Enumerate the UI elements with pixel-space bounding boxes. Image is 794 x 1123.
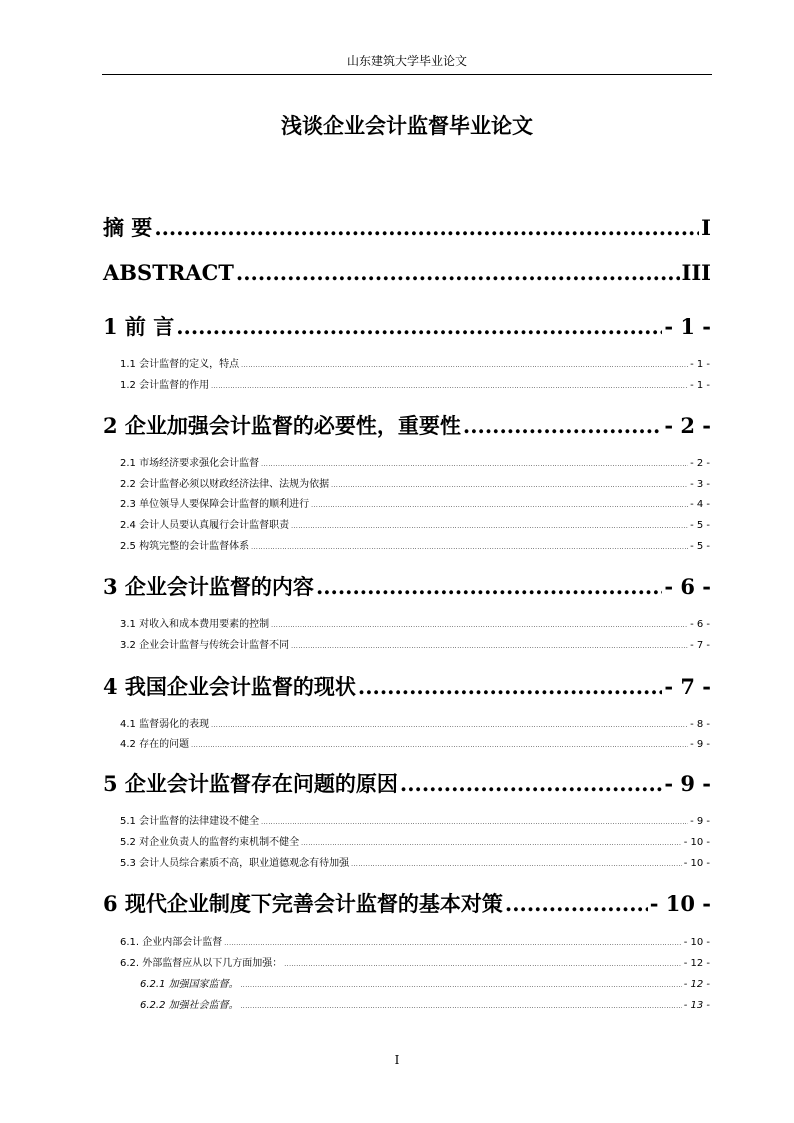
document-title: 浅谈企业会计监督毕业论文 <box>281 113 533 138</box>
toc-entry-title: 6.2. 外部监督应从以下几方面加强： <box>120 958 283 969</box>
toc-entry-title: 2.2 会计监督必须以财政经济法律、法规为依据 <box>120 479 330 490</box>
toc-entry-page: - 10 - <box>683 858 710 869</box>
leader-dots <box>224 940 681 947</box>
toc-entry-ch6[interactable] <box>103 888 711 918</box>
leader-dots <box>236 260 680 285</box>
toc-entry-title: 6 现代企业制度下完善会计监督的基本对策 <box>103 891 503 916</box>
toc-entry-page: - 1 - <box>690 380 710 391</box>
toc-entry-page: III <box>681 260 711 285</box>
toc-entry-page: - 9 - <box>690 739 710 750</box>
leader-dots <box>463 413 662 438</box>
toc-entry-page: - 3 - <box>690 479 710 490</box>
leader-dots <box>271 622 688 629</box>
leader-dots <box>191 742 688 749</box>
toc-entry-4-2[interactable] <box>120 735 710 750</box>
toc-entry-title: 2 企业加强会计监督的必要性，重要性 <box>103 413 461 438</box>
leader-dots <box>241 1003 682 1010</box>
toc-entry-2-5[interactable] <box>120 537 710 552</box>
toc-entry-title: 2.4 会计人员要认真履行会计监督职责 <box>120 520 290 531</box>
toc-entry-ch2[interactable] <box>103 410 711 440</box>
toc-entry-title: 5.2 对企业负责人的监督约束机制不健全 <box>120 837 300 848</box>
toc-entry-abstract-cn[interactable] <box>103 212 711 242</box>
toc-entry-5-3[interactable] <box>120 854 710 869</box>
toc-entry-ch1[interactable] <box>103 311 711 341</box>
leader-dots <box>241 982 682 989</box>
toc-entry-title: 6.1. 企业内部会计监督 <box>120 937 223 948</box>
toc-entry-title: 1.1 会计监督的定义，特点 <box>120 359 240 370</box>
toc-entry-6-2-1[interactable] <box>140 975 710 990</box>
toc-entry-title: 2.1 市场经济要求强化会计监督 <box>120 458 260 469</box>
toc-entry-abstract-en[interactable] <box>103 260 711 285</box>
toc-entry-ch4[interactable] <box>103 671 711 701</box>
toc-entry-3-1[interactable] <box>120 615 710 630</box>
toc-entry-page: - 8 - <box>690 719 710 730</box>
toc-entry-page: - 9 - <box>664 771 711 796</box>
toc-entry-title: 3.2 企业会计监督与传统会计监督不同 <box>120 640 290 651</box>
toc-entry-title: 4.1 监督弱化的表现 <box>120 719 210 730</box>
toc-entry-6-2-2[interactable] <box>140 996 710 1011</box>
toc-entry-page: I <box>701 215 711 240</box>
toc-entry-2-4[interactable] <box>120 516 710 531</box>
toc-entry-page: - 5 - <box>690 541 710 552</box>
leader-dots <box>261 819 688 826</box>
toc-entry-3-2[interactable] <box>120 636 710 651</box>
toc-entry-2-1[interactable] <box>120 454 710 469</box>
toc-entry-title: 1.2 会计监督的作用 <box>120 380 210 391</box>
toc-entry-page: - 1 - <box>664 314 711 339</box>
toc-entry-title: ABSTRACT <box>103 260 234 285</box>
toc-entry-5-2[interactable] <box>120 833 710 848</box>
leader-dots <box>351 861 682 868</box>
toc-entry-2-2[interactable] <box>120 475 710 490</box>
leader-dots <box>291 643 688 650</box>
toc-entry-1-2[interactable] <box>120 376 710 391</box>
toc-entry-page: - 6 - <box>690 619 710 630</box>
toc-entry-title: 1 前 言 <box>103 314 175 339</box>
toc-entry-title: 6.2.1 加强国家监督。 <box>140 979 239 990</box>
toc-entry-page: - 9 - <box>690 816 710 827</box>
leader-dots <box>176 314 662 339</box>
leader-dots <box>291 523 688 530</box>
toc-entry-title: 3 企业会计监督的内容 <box>103 574 314 599</box>
toc-entry-page: - 4 - <box>690 499 710 510</box>
leader-dots <box>241 362 688 369</box>
leader-dots <box>358 674 662 699</box>
leader-dots <box>261 461 688 468</box>
toc-entry-title: 4.2 存在的问题 <box>120 739 190 750</box>
toc-entry-page: - 12 - <box>683 979 710 990</box>
leader-dots <box>400 771 662 796</box>
leader-dots <box>301 840 682 847</box>
leader-dots <box>284 961 681 968</box>
toc-entry-6-1[interactable] <box>120 933 710 948</box>
toc-entry-page: - 7 - <box>664 674 711 699</box>
page-number: I <box>394 1053 400 1067</box>
toc-entry-ch3[interactable] <box>103 571 711 601</box>
toc-entry-page: - 10 - <box>683 837 710 848</box>
toc-entry-page: - 6 - <box>664 574 711 599</box>
toc-entry-1-1[interactable] <box>120 355 710 370</box>
toc-entry-page: - 12 - <box>683 958 710 969</box>
toc-entry-page: - 1 - <box>690 359 710 370</box>
leader-dots <box>251 544 688 551</box>
toc-entry-6-2[interactable] <box>120 954 710 969</box>
toc-entry-5-1[interactable] <box>120 812 710 827</box>
toc-entry-page: - 2 - <box>664 413 711 438</box>
toc-entry-4-1[interactable] <box>120 715 710 730</box>
leader-dots <box>316 574 662 599</box>
toc-entry-title: 5.3 会计人员综合素质不高，职业道德观念有待加强 <box>120 858 350 869</box>
toc-entry-2-3[interactable] <box>120 495 710 510</box>
toc-entry-title: 5.1 会计监督的法律建设不健全 <box>120 816 260 827</box>
toc-entry-page: - 7 - <box>690 640 710 651</box>
toc-entry-page: - 5 - <box>690 520 710 531</box>
toc-entry-title: 3.1 对收入和成本费用要素的控制 <box>120 619 270 630</box>
leader-dots <box>211 722 688 729</box>
leader-dots <box>154 215 699 240</box>
toc-entry-title: 5 企业会计监督存在问题的原因 <box>103 771 398 796</box>
toc-entry-page: - 10 - <box>649 891 711 916</box>
toc-entry-page: - 2 - <box>690 458 710 469</box>
leader-dots <box>331 482 688 489</box>
leader-dots <box>211 383 688 390</box>
running-header: 山东建筑大学毕业论文 <box>346 54 467 68</box>
toc-entry-title: 4 我国企业会计监督的现状 <box>103 674 356 699</box>
toc-entry-page: - 13 - <box>683 1000 710 1011</box>
leader-dots <box>311 502 688 509</box>
leader-dots <box>505 891 648 916</box>
toc-entry-title: 6.2.2 加强社会监督。 <box>140 1000 239 1011</box>
toc-entry-page: - 10 - <box>683 937 710 948</box>
toc-entry-title: 2.5 构筑完整的会计监督体系 <box>120 541 250 552</box>
toc-entry-title: 摘 要 <box>103 215 153 240</box>
toc-entry-ch5[interactable] <box>103 768 711 798</box>
toc-entry-title: 2.3 单位领导人要保障会计监督的顺利进行 <box>120 499 310 510</box>
